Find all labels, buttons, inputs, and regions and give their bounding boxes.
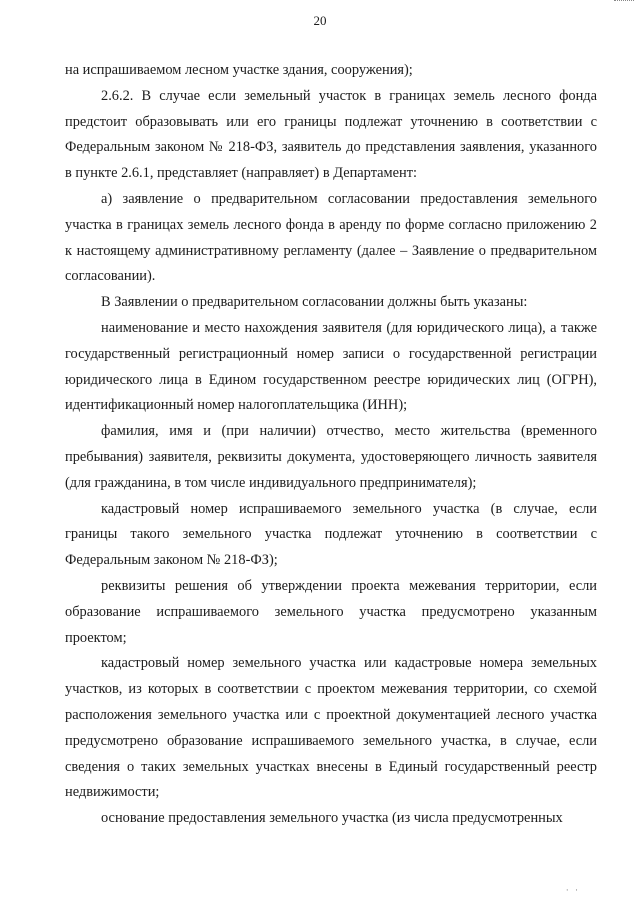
paragraph-legal-entity: наименование и место нахождения заявителя (для юридического лица), а также государственный регистрационный номер записи о государственной регистрации юридического лица в Едином государственном реестре юридических лиц (ОГРН), идентификационный номер налогоплательщика (ИНН); [65,319,597,414]
corner-scan-mark [614,0,634,4]
paragraph-2-6-2: 2.6.2. В случае если земельный участок в границах земель лесного фонда предстоит образовывать или его границы подлежат уточнению в соответствии с Федеральным законом № 218-ФЗ, заявитель до представления заявления, указанного в пункте 2.6.1, представляет (направляет) в Департамент: [65,87,597,182]
paragraph-basis: основание предоставления земельного участка (из числа предусмотренных [101,810,563,827]
paragraph-survey-project: реквизиты решения об утверждении проекта межевания территории, если образование испрашиваемого земельного участка предусмотрено указанным проектом; [65,577,597,646]
paragraph-source-parcels: кадастровый номер земельного участка или кадастровые номера земельных участков, из которых в соответствии с проектом межевания территории, со схемой расположения земельного участка или с проектной документацией лесного участка предусмотрено образование испрашиваемого земельного участка, в случае, если сведения о таких земельных участках внесены в Единый государственный реестр недвижимости; [65,655,597,801]
page-number: 20 [313,13,327,28]
paragraph-continuation: на испрашиваемом лесном участке здания, сооружения); [65,62,413,78]
paragraph-individual: фамилия, имя и (при наличии) отчество, место жительства (временного пребывания) заявителя, реквизиты документа, удостоверяющего личность заявителя (для гражданина, в том числе индивидуального предпринимателя); [65,423,597,491]
paragraph-cadastral-number: кадастровый номер испрашиваемого земельного участка (в случае, если границы такого земельного участка подлежат уточнению в соответствии с Федеральным законом № 218-ФЗ); [65,500,597,569]
bottom-scan-mark: · · [565,885,580,895]
document-body [65,58,597,832]
paragraph-requirements-intro: В Заявлении о предварительном согласовании должны быть указаны: [101,294,528,311]
paragraph-item-a: а) заявление о предварительном согласовании предоставления земельного участка в границах земель лесного фонда в аренду по форме согласно приложению 2 к настоящему административному регламенту (далее – Заявление о предварительном согласовании). [65,190,597,285]
